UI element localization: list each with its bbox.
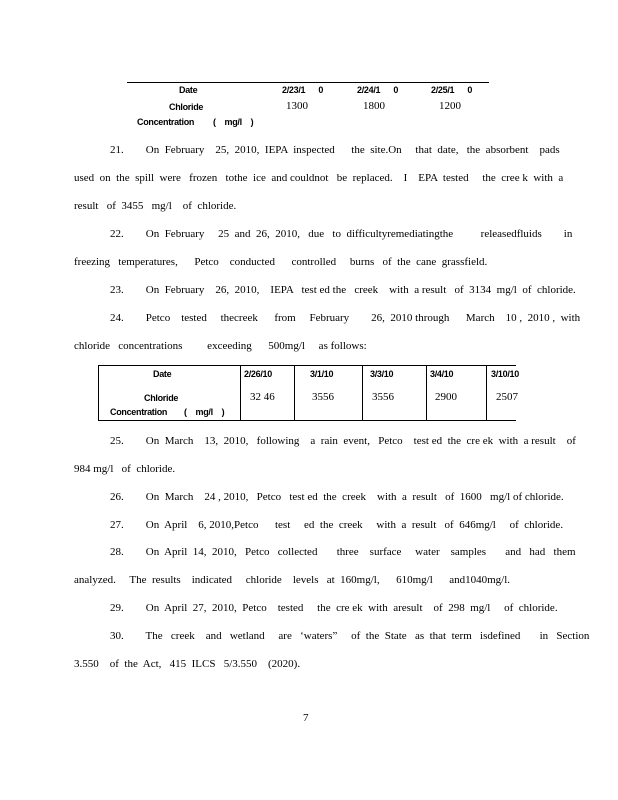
table-rule (127, 82, 489, 83)
text-line: 29. On April 27, 2010, Petco tested the cre ek with aresult of 298 mg/l of chloride. (110, 602, 558, 614)
text-line: 30. The creek and wetland are ‘waters” of the State as that term isdefined in Section (110, 630, 590, 642)
table-concentration-label: Concentration (110, 407, 168, 417)
text-line: 27. On April 6, 2010,Petco test ed the creek with a result of 646mg/l of chloride. (110, 519, 564, 531)
paragraph-22 (74, 228, 573, 269)
table-divider (486, 365, 487, 421)
table-divider (294, 365, 295, 421)
paragraph-24 (74, 312, 581, 353)
table-date: 2/25/1 0 (431, 85, 473, 95)
table-concentration-label: Concentration (137, 117, 195, 127)
text-line: 26. On March 24 , 2010, Petco test ed the creek with a result of 1600 mg/l of chloride. (110, 491, 564, 503)
table-divider (426, 365, 427, 421)
table-unit-label: ( mg/l ) (184, 407, 225, 417)
paragraph-27 (74, 519, 564, 532)
paragraph-26 (74, 491, 564, 504)
paragraph-21 (74, 144, 564, 213)
chloride-table-2 (98, 365, 519, 421)
table-chloride-label: Chloride (144, 393, 179, 403)
text-line: 24. Petco tested thecreek from February 26, 2010 through March 10 , 2010 , with (110, 312, 581, 324)
table-value: 3556 (312, 391, 334, 403)
table-value: 1300 (286, 100, 308, 112)
text-line: 984 mg/l of chloride. (74, 463, 176, 475)
paragraph-23 (74, 284, 576, 297)
chloride-table-1 (127, 80, 489, 128)
text-line: 3.550 of the Act, 415 ILCS 5/3.550 (2020). (74, 658, 301, 670)
table-date: 3/3/10 (370, 369, 394, 379)
text-line: 28. On April 14, 2010, Petco collected three surface water samples and had them (110, 546, 576, 558)
table-value: 1200 (439, 100, 461, 112)
table-value: 3556 (372, 391, 394, 403)
text-line: analyzed. The results indicated chloride levels at 160mg/l, 610mg/l and1040mg/l. (74, 574, 511, 586)
text-line: 25. On March 13, 2010, following a rain event, Petco test ed the cre ek with a result of (110, 435, 576, 447)
table-value: 32 46 (250, 391, 275, 403)
table-unit-label: ( mg/l ) (213, 117, 254, 127)
text-line: 21. On February 25, 2010, IEPA inspected the site.On that date, the absorbent pads (110, 144, 560, 156)
table-date: 3/1/10 (310, 369, 334, 379)
text-line: 23. On February 26, 2010, IEPA test ed the creek with a result of 3134 mg/l of chloride. (110, 284, 576, 296)
table-date-label: Date (153, 369, 172, 379)
paragraph-30 (74, 630, 590, 671)
table-rule (98, 420, 516, 421)
table-rule (98, 365, 516, 366)
table-date: 3/10/10 (491, 369, 519, 379)
table-date: 2/24/1 0 (357, 85, 399, 95)
text-line: freezing temperatures, Petco conducted controlled burns of the cane grassfield. (74, 256, 488, 268)
table-date-label: Date (179, 85, 198, 95)
table-chloride-label: Chloride (169, 102, 204, 112)
page-number: 7 (303, 712, 309, 724)
table-value: 1800 (363, 100, 385, 112)
table-divider (362, 365, 363, 421)
table-date: 2/23/1 0 (282, 85, 324, 95)
table-date: 3/4/10 (430, 369, 454, 379)
table-divider (240, 365, 241, 421)
table-date: 2/26/10 (244, 369, 272, 379)
text-line: chloride concentrations exceeding 500mg/l as follows: (74, 340, 367, 352)
paragraph-25 (74, 435, 576, 476)
table-value: 2507 (496, 391, 518, 403)
table-value: 2900 (435, 391, 457, 403)
paragraph-29 (74, 602, 558, 615)
text-line: used on the spill were frozen tothe ice and couldnot be replaced. I EPA tested the cree k with a (74, 172, 564, 184)
text-line: 22. On February 25 and 26, 2010, due to difficultyremediatingthe releasedfluids in (110, 228, 573, 240)
paragraph-28 (74, 546, 576, 587)
text-line: result of 3455 mg/l of chloride. (74, 200, 237, 212)
table-divider (98, 365, 99, 421)
